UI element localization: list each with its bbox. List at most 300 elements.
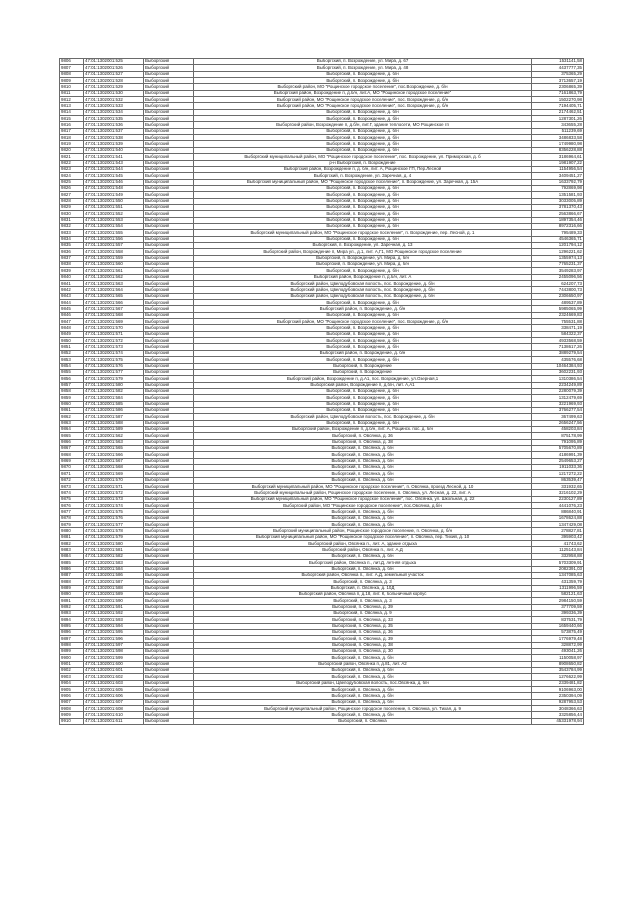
cadastral-number-cell: 47:01:1302001:584 — [84, 395, 144, 401]
cadastral-number-cell: 47:01:1302001:544 — [84, 166, 144, 172]
cadastral-value-cell: 1678624,88 — [532, 515, 584, 521]
row-number-cell: 9887 — [60, 572, 84, 578]
cadastral-number-cell: 47:01:1302001:594 — [84, 623, 144, 629]
cadastral-value-cell: 875178,99 — [532, 433, 584, 439]
address-cell: Выборгский, п. Возрождение — [194, 363, 532, 369]
row-number-cell: 9910 — [60, 718, 84, 724]
district-cell: Выборгский — [144, 65, 194, 71]
cadastral-value-cell: 1154956,54 — [532, 166, 584, 172]
district-cell: Выборгский — [144, 198, 194, 204]
district-cell: Выборгский — [144, 598, 194, 604]
cadastral-value-cell: 3325856,44 — [532, 712, 584, 718]
cadastral-number-cell: 47:01:1302001:574 — [84, 503, 144, 509]
cadastral-value-cell: 5705670,89 — [532, 445, 584, 451]
cadastral-number-cell: 47:01:1302001:537 — [84, 128, 144, 134]
cadastral-value-cell: 2174462,51 — [532, 109, 584, 115]
district-cell: Выборгский — [144, 465, 194, 471]
address-cell: Выборгский, п. Возрождение, д. б/н — [194, 116, 532, 122]
address-cell: Выборгский, п. Возрождение, д. б/н — [194, 217, 532, 223]
row-number-cell: 9839 — [60, 268, 84, 274]
district-cell: Выборгский — [144, 363, 194, 369]
district-cell: Выборгский — [144, 395, 194, 401]
cadastral-number-cell: 47:01:1302001:546 — [84, 179, 144, 185]
address-cell: Выборгский, п. Овсянка, д. б/н — [194, 458, 532, 464]
address-cell: Выборгский, п. Овсянка, д. б/н — [194, 515, 532, 521]
address-cell: Выборгский район, МО "Рощинское городское поселение", пос. Возрождение, д. б/н — [194, 97, 532, 103]
district-cell: Выборгский — [144, 128, 194, 134]
cadastral-value-cell: 7138617,26 — [532, 344, 584, 350]
address-cell: Выборгский район, Цвелодубовская волость, пос. Возрождение, д. б/н — [194, 281, 532, 287]
row-number-cell: 9845 — [60, 306, 84, 312]
address-cell: Выборгский, п. Возрождение, д. б/н — [194, 300, 532, 306]
cadastral-value-cell: 2230127,89 — [532, 496, 584, 502]
address-cell: Выборгский, п. Возрождение, д. б/н — [194, 78, 532, 84]
cadastral-value-cell: 1312479,69 — [532, 395, 584, 401]
cadastral-value-cell: 3889279,54 — [532, 350, 584, 356]
row-number-cell: 9891 — [60, 598, 84, 604]
row-number-cell: 9836 — [60, 249, 84, 255]
address-cell: Выборгский район, Овсянка п., лит.Д, летняя отдыха — [194, 560, 532, 566]
cadastral-number-cell: 47:01:1302001:596 — [84, 636, 144, 642]
cadastral-number-cell: 47:01:1302001:562 — [84, 433, 144, 439]
registry-table-body — [60, 59, 584, 725]
address-cell: Выборгский, п. Возрождение, д. б/н — [194, 312, 532, 318]
cadastral-number-cell: 47:01:1302001:538 — [84, 135, 144, 141]
address-cell: Выборгский, п. Возрождение, д. б/н — [194, 192, 532, 198]
address-cell: Выборгский, п. Возрождение, д. б/н — [194, 325, 532, 331]
cadastral-number-cell: 47:01:1302001:530 — [84, 90, 144, 96]
district-cell: Выборгский — [144, 668, 194, 674]
row-number-cell: 9878 — [60, 515, 84, 521]
address-cell: Выборгский, п. Овсянка, д. б/н — [194, 445, 532, 451]
row-number-cell: 9866 — [60, 439, 84, 445]
cadastral-value-cell: 328872,99 — [532, 642, 584, 648]
district-cell: Выборгский — [144, 122, 194, 128]
cadastral-number-cell: 47:01:1302001:598 — [84, 648, 144, 654]
address-cell: Выборгский, п. Возрождение, д. б/н — [194, 141, 532, 147]
cadastral-number-cell: 47:01:1302001:599 — [84, 655, 144, 661]
district-cell: Выборгский — [144, 541, 194, 547]
district-cell: Выборгский — [144, 154, 194, 160]
district-cell: Выборгский — [144, 141, 194, 147]
cadastral-value-cell: 2324669,83 — [532, 312, 584, 318]
cadastral-number-cell: 47:01:1302001:587 — [84, 414, 144, 420]
row-number-cell: 9909 — [60, 712, 84, 718]
cadastral-number-cell: 47:01:1302001:601 — [84, 668, 144, 674]
cadastral-value-cell: 511239,69 — [532, 128, 584, 134]
cadastral-value-cell: 377709,59 — [532, 604, 584, 610]
address-cell: Выборгский, п. Возрождение, ул. Мира, д. б/н — [194, 255, 532, 261]
district-cell: Выборгский — [144, 376, 194, 382]
district-cell: Выборгский — [144, 166, 194, 172]
district-cell: Выборгский — [144, 534, 194, 540]
row-number-cell: 9820 — [60, 147, 84, 153]
cadastral-value-cell: 7161863,79 — [532, 90, 584, 96]
cadastral-number-cell: 47:01:1302001:586 — [84, 572, 144, 578]
district-cell: Выборгский — [144, 147, 194, 153]
cadastral-number-cell: 47:01:1302001:559 — [84, 255, 144, 261]
address-cell: Выборгский, п. Овсянка, д. 36 — [194, 629, 532, 635]
address-cell: Выборгский, п. Возрождение, ул. Мира, д. 48 — [194, 65, 532, 71]
cadastral-value-cell: 2082391,03 — [532, 566, 584, 572]
row-number-cell: 9813 — [60, 103, 84, 109]
cadastral-number-cell: 47:01:1302001:578 — [84, 528, 144, 534]
cadastral-number-cell: 47:01:1302001:575 — [84, 509, 144, 515]
district-cell: Выборгский — [144, 617, 194, 623]
district-cell: Выборгский — [144, 185, 194, 191]
cadastral-number-cell: 47:01:1302001:575 — [84, 357, 144, 363]
row-number-cell: 9850 — [60, 338, 84, 344]
cadastral-value-cell: 3048366,63 — [532, 706, 584, 712]
district-cell: Выборгский — [144, 414, 194, 420]
district-cell: Выборгский — [144, 515, 194, 521]
address-cell: Выборгский, п. Овсянка, д. б/н — [194, 452, 532, 458]
district-cell: Выборгский — [144, 566, 194, 572]
row-number-cell: 9889 — [60, 585, 84, 591]
row-number-cell: 9884 — [60, 553, 84, 559]
cadastral-value-cell: 886840,91 — [532, 509, 584, 515]
cadastral-number-cell: 47:01:1302001:570 — [84, 477, 144, 483]
address-cell: Выборгский район, МО "Рощинское городское поселение", пос.Возрождение, д. б/н — [194, 84, 532, 90]
cadastral-value-cell: 2549653,27 — [532, 458, 584, 464]
cadastral-value-cell: 1749980,98 — [532, 141, 584, 147]
district-cell: Выборгский — [144, 116, 194, 122]
district-cell: Выборгский — [144, 445, 194, 451]
row-number-cell: 9848 — [60, 325, 84, 331]
row-number-cell: 9886 — [60, 566, 84, 572]
address-cell: Выборгский, п. Возрождение, д. б/н — [194, 268, 532, 274]
row-number-cell: 9870 — [60, 465, 84, 471]
cadastral-value-cell: 584322,37 — [532, 331, 584, 337]
district-cell: Выборгский — [144, 553, 194, 559]
row-number-cell: 9819 — [60, 141, 84, 147]
cadastral-number-cell: 47:01:1302001:533 — [84, 103, 144, 109]
address-cell: Выборгский, п. Овсянка, д. б/н — [194, 687, 532, 693]
row-number-cell: 9853 — [60, 357, 84, 363]
cadastral-number-cell: 47:01:1302001:568 — [84, 465, 144, 471]
address-cell: Выборгский муниципальный район, МО "Рощинское городское поселение", п. Овсянка, проезд Лесной, д. 10 — [194, 484, 532, 490]
cadastral-value-cell: 2984150,59 — [532, 598, 584, 604]
cadastral-number-cell: 47:01:1302001:560 — [84, 262, 144, 268]
address-cell: Выборгский муниципальный район, МО "Рощинское городское поселение", п. Овсянка, пер. Тихий, д. 10 — [194, 534, 532, 540]
district-cell: Выборгский — [144, 344, 194, 350]
address-cell: Выборгский, п. Овсянка, д. б/н — [194, 566, 532, 572]
cadastral-value-cell: 4933568,59 — [532, 338, 584, 344]
address-cell: Выборгский, п. Овсянка, д. б/н — [194, 655, 532, 661]
district-cell: Выборгский — [144, 223, 194, 229]
cadastral-number-cell: 47:01:1302001:573 — [84, 344, 144, 350]
cadastral-value-cell: 1911033,36 — [532, 465, 584, 471]
district-cell: Выборгский — [144, 59, 194, 65]
cadastral-number-cell: 47:01:1302001:550 — [84, 198, 144, 204]
cadastral-value-cell: 1355974,13 — [532, 255, 584, 261]
row-number-cell: 9908 — [60, 706, 84, 712]
row-number-cell: 9846 — [60, 312, 84, 318]
cadastral-value-cell: 9106963,00 — [532, 687, 584, 693]
cadastral-value-cell: 9287953,53 — [532, 699, 584, 705]
row-number-cell: 9875 — [60, 496, 84, 502]
row-number-cell: 9901 — [60, 661, 84, 667]
cadastral-value-cell: 8972316,66 — [532, 223, 584, 229]
cadastral-value-cell: 1217272,22 — [532, 471, 584, 477]
row-number-cell: 9818 — [60, 135, 84, 141]
cadastral-number-cell: 47:01:1302001:606 — [84, 693, 144, 699]
row-number-cell: 9857 — [60, 382, 84, 388]
cadastral-value-cell: 3543784,99 — [532, 668, 584, 674]
cadastral-value-cell: 1150058,97 — [532, 655, 584, 661]
address-cell: Выборгский, п. Овсянка, д. б/н — [194, 465, 532, 471]
row-number-cell: 9855 — [60, 369, 84, 375]
address-cell: Выборгский, п. Овсянка, д. 10Д — [194, 585, 532, 591]
cadastral-value-cell: 7443800,73 — [532, 287, 584, 293]
cadastral-value-cell: 1633792,79 — [532, 179, 584, 185]
row-number-cell: 9905 — [60, 687, 84, 693]
district-cell: Выборгский — [144, 135, 194, 141]
cadastral-value-cell: 2656247,56 — [532, 420, 584, 426]
row-number-cell: 9828 — [60, 198, 84, 204]
district-cell: Выборгский — [144, 680, 194, 686]
address-cell: Выборгский муниципальный район, МО "Рощинское городское поселение", пос. Возрождение, ул. Приморская, д. б — [194, 154, 532, 160]
cadastral-number-cell: 47:01:1302001:567 — [84, 306, 144, 312]
cadastral-number-cell: 47:01:1302001:566 — [84, 452, 144, 458]
address-cell: Выборгский, п. Овсянка, д. 3 — [194, 598, 532, 604]
row-number-cell: 9843 — [60, 293, 84, 299]
row-number-cell: 9890 — [60, 591, 84, 597]
cadastral-value-cell: 1531141,58 — [532, 59, 584, 65]
cadastral-value-cell: 3033005,89 — [532, 198, 584, 204]
cadastral-number-cell: 47:01:1302001:608 — [84, 706, 144, 712]
row-number-cell: 9833 — [60, 230, 84, 236]
row-number-cell: 9874 — [60, 490, 84, 496]
address-cell: Выборгский, п. Овсянка, д. б/н — [194, 471, 532, 477]
cadastral-value-cell: 343655,28 — [532, 122, 584, 128]
row-number-cell: 9821 — [60, 154, 84, 160]
address-cell: Выборгский, п. Овсянка, д. б/н — [194, 699, 532, 705]
district-cell: Выборгский — [144, 477, 194, 483]
cadastral-number-cell: 47:01:1302001:556 — [84, 236, 144, 242]
cadastral-number-cell: 47:01:1302001:595 — [84, 629, 144, 635]
district-cell: Выборгский — [144, 528, 194, 534]
cadastral-number-cell: 47:01:1302001:572 — [84, 338, 144, 344]
cadastral-number-cell: 47:01:1302001:600 — [84, 661, 144, 667]
district-cell: Выборгский — [144, 693, 194, 699]
row-number-cell: 9816 — [60, 122, 84, 128]
cadastral-value-cell: 395903,42 — [532, 534, 584, 540]
cadastral-value-cell: 8356228,88 — [532, 147, 584, 153]
row-number-cell: 9862 — [60, 414, 84, 420]
district-cell: Выборгский — [144, 331, 194, 337]
address-cell: Выборгский, п. Овсянка, д. 33 — [194, 617, 532, 623]
cadastral-number-cell: 47:01:1302001:525 — [84, 59, 144, 65]
address-cell: Выборгский, п. Возрождение, ул. Мира, д. 67 — [194, 59, 532, 65]
district-cell: Выборгский — [144, 287, 194, 293]
address-cell: Выборгский район, Цвелодубовская волость, пос.Овсянка, д. б/н — [194, 680, 532, 686]
district-cell: Выборгский — [144, 281, 194, 287]
address-cell: Выборгский, п. Возрождение, д. б/н — [194, 211, 532, 217]
address-cell: Выборгский, п. Возрождение, д. б/н — [194, 71, 532, 77]
address-cell: Выборгский, п. Возрождение, д. б/н — [194, 185, 532, 191]
cadastral-number-cell: 47:01:1302001:558 — [84, 249, 144, 255]
cadastral-number-cell: 47:01:1302001:563 — [84, 281, 144, 287]
table-row — [60, 718, 584, 724]
row-number-cell: 9822 — [60, 160, 84, 166]
address-cell: Выборгский, п. Овсянка, д. 9 — [194, 610, 532, 616]
cadastral-number-cell: 47:01:1302001:554 — [84, 223, 144, 229]
district-cell: Выборгский — [144, 604, 194, 610]
row-number-cell: 9869 — [60, 458, 84, 464]
row-number-cell: 9899 — [60, 648, 84, 654]
cadastral-number-cell: 47:01:1302001:570 — [84, 325, 144, 331]
row-number-cell: 9847 — [60, 319, 84, 325]
row-number-cell: 9849 — [60, 331, 84, 337]
address-cell: Выборгский, п. Овсянка, д. б/н — [194, 693, 532, 699]
cadastral-value-cell: 3766277,54 — [532, 407, 584, 413]
district-cell: Выборгский — [144, 217, 194, 223]
row-number-cell: 9835 — [60, 242, 84, 248]
cadastral-number-cell: 47:01:1302001:592 — [84, 610, 144, 616]
cadastral-number-cell: 47:01:1302001:551 — [84, 204, 144, 210]
district-cell: Выборгский — [144, 439, 194, 445]
cadastral-value-cell: 1296221,62 — [532, 249, 584, 255]
row-number-cell: 9824 — [60, 173, 84, 179]
district-cell: Выборгский — [144, 230, 194, 236]
row-number-cell: 9852 — [60, 350, 84, 356]
row-number-cell: 9851 — [60, 344, 84, 350]
address-cell: Выборгский, п. Овсянка, д. б/н — [194, 668, 532, 674]
district-cell: Выборгский — [144, 642, 194, 648]
cadastral-value-cell: 2306865,39 — [532, 84, 584, 90]
row-number-cell: 9814 — [60, 109, 84, 115]
cadastral-number-cell: 47:01:1302001:576 — [84, 515, 144, 521]
address-cell: Выборгский, п. Возрождение, д. б/н — [194, 395, 532, 401]
cadastral-value-cell: 435576,68 — [532, 357, 584, 363]
row-number-cell: 9832 — [60, 223, 84, 229]
cadastral-value-cell: 3602231,93 — [532, 369, 584, 375]
cadastral-number-cell: 47:01:1302001:528 — [84, 78, 144, 84]
cadastral-value-cell: 4441076,23 — [532, 503, 584, 509]
cadastral-number-cell: 47:01:1302001:549 — [84, 192, 144, 198]
row-number-cell: 9809 — [60, 78, 84, 84]
cadastral-value-cell: 3486833,58 — [532, 135, 584, 141]
district-cell: Выборгский — [144, 255, 194, 261]
cadastral-value-cell: 1351581,93 — [532, 192, 584, 198]
cadastral-number-cell: 47:01:1302001:588 — [84, 585, 144, 591]
row-number-cell: 9860 — [60, 401, 84, 407]
address-cell: Выборгский, п. Овсянка, д. 39 — [194, 636, 532, 642]
row-number-cell: 9880 — [60, 528, 84, 534]
cadastral-number-cell: 47:01:1302001:580 — [84, 382, 144, 388]
cadastral-value-cell: 45331978,94 — [532, 718, 584, 724]
row-number-cell: 9841 — [60, 281, 84, 287]
cadastral-value-cell: 791095,89 — [532, 439, 584, 445]
district-cell: Выборгский — [144, 706, 194, 712]
address-cell: Выборгский, п. Возрождение, ул. Заречная, д. 4 — [194, 173, 532, 179]
cadastral-number-cell: 47:01:1302001:605 — [84, 687, 144, 693]
address-cell: Выборгский, п. Овсянка, д. 30 — [194, 648, 532, 654]
address-cell: Выборгский, п. Овсянка, д. 35 — [194, 623, 532, 629]
address-cell: Выборгский район, Овсянка п, д.18, лит. К, больничный корпус — [194, 591, 532, 597]
row-number-cell: 9811 — [60, 90, 84, 96]
district-cell: Выборгский — [144, 458, 194, 464]
row-number-cell: 9817 — [60, 128, 84, 134]
address-cell: Выборгский район, МО "Рощинское городское поселение", пос. Возрождение, д. б/н — [194, 319, 532, 325]
cadastral-number-cell: 47:01:1302001:577 — [84, 522, 144, 528]
row-number-cell: 9854 — [60, 363, 84, 369]
cadastral-number-cell: 47:01:1302001:572 — [84, 490, 144, 496]
row-number-cell: 9858 — [60, 388, 84, 394]
district-cell: Выборгский — [144, 718, 194, 724]
cadastral-number-cell: 47:01:1302001:565 — [84, 445, 144, 451]
cadastral-value-cell: 4546365,71 — [532, 236, 584, 242]
cadastral-value-cell: 3186964,61 — [532, 154, 584, 160]
address-cell: Выборгский, п. Овсянка, д. б/н — [194, 522, 532, 528]
district-cell: Выборгский — [144, 103, 194, 109]
cadastral-value-cell: 3549283,97 — [532, 268, 584, 274]
address-cell: Выборгский, п. Овсянка — [194, 718, 532, 724]
cadastral-value-cell: 489537,89 — [532, 300, 584, 306]
cadastral-value-cell: 7765231,37 — [532, 262, 584, 268]
district-cell: Выборгский — [144, 547, 194, 553]
cadastral-number-cell: 47:01:1302001:582 — [84, 388, 144, 394]
row-number-cell: 9864 — [60, 426, 84, 432]
cadastral-number-cell: 47:01:1302001:586 — [84, 407, 144, 413]
cadastral-number-cell: 47:01:1302001:545 — [84, 173, 144, 179]
district-cell: Выборгский — [144, 407, 194, 413]
address-cell: Выборгский район, Возрождение п, д.А1, пос. Возрождение, ул.Озерная,1 — [194, 376, 532, 382]
cadastral-number-cell: 47:01:1302001:557 — [84, 242, 144, 248]
cadastral-value-cell: 2280079,39 — [532, 388, 584, 394]
district-cell: Выборгский — [144, 306, 194, 312]
property-registry-table — [59, 58, 584, 725]
address-cell: Выборгский район, п. Возрождение, д. б/н — [194, 306, 532, 312]
district-cell: Выборгский — [144, 211, 194, 217]
cadastral-value-cell: 1276622,99 — [532, 674, 584, 680]
row-number-cell: 9906 — [60, 693, 84, 699]
district-cell: Выборгский — [144, 420, 194, 426]
cadastral-value-cell: 3221969,93 — [532, 401, 584, 407]
address-cell: Выборгский район, Возрождение п, д.б/н, лит.Г, здание теплосети, МО Рощинское гп — [194, 122, 532, 128]
district-cell: Выборгский — [144, 471, 194, 477]
cadastral-number-cell: 47:01:1302001:562 — [84, 274, 144, 280]
cadastral-number-cell: 47:01:1302001:577 — [84, 369, 144, 375]
address-cell: Выборгский район, Цвелодубовская волость, пос. Возрождение, д. б/н — [194, 293, 532, 299]
row-number-cell: 9907 — [60, 699, 84, 705]
address-cell: Выборгский, п. Возрождение, д. б/н — [194, 357, 532, 363]
row-number-cell: 9882 — [60, 541, 84, 547]
address-cell: Выборгский муниципальный район, МО "Рощинское городское поселение", п. Возрождение, ул. Заречная, д. 15А — [194, 179, 532, 185]
cadastral-number-cell: 47:01:1302001:539 — [84, 141, 144, 147]
address-cell: Выборгский, п. Возрождение, д. б/н — [194, 135, 532, 141]
cadastral-value-cell: 1201794,12 — [532, 242, 584, 248]
cadastral-number-cell: 47:01:1302001:553 — [84, 217, 144, 223]
cadastral-number-cell: 47:01:1302001:566 — [84, 300, 144, 306]
row-number-cell: 9872 — [60, 477, 84, 483]
row-number-cell: 9881 — [60, 534, 84, 540]
cadastral-value-cell: 795489,33 — [532, 230, 584, 236]
address-cell: Выборгский район, Цвелодубовская волость, пос. Возрождение, д. б/н — [194, 287, 532, 293]
cadastral-value-cell: 837531,79 — [532, 617, 584, 623]
cadastral-number-cell: 47:01:1302001:568 — [84, 312, 144, 318]
cadastral-value-cell: 1347085,63 — [532, 572, 584, 578]
address-cell: Выборгский муниципальный район, Рощинское городское поселение, п. Овсянка, ул. Лесная, д. 22, лит. А — [194, 490, 532, 496]
address-cell: Выборгский, п. Возрождение, д. б/н — [194, 204, 532, 210]
district-cell: Выборгский — [144, 426, 194, 432]
row-number-cell: 9812 — [60, 97, 84, 103]
cadastral-number-cell: 47:01:1302001:591 — [84, 604, 144, 610]
row-number-cell: 9806 — [60, 59, 84, 65]
district-cell: Выборгский — [144, 648, 194, 654]
cadastral-value-cell: 1125143,84 — [532, 547, 584, 553]
